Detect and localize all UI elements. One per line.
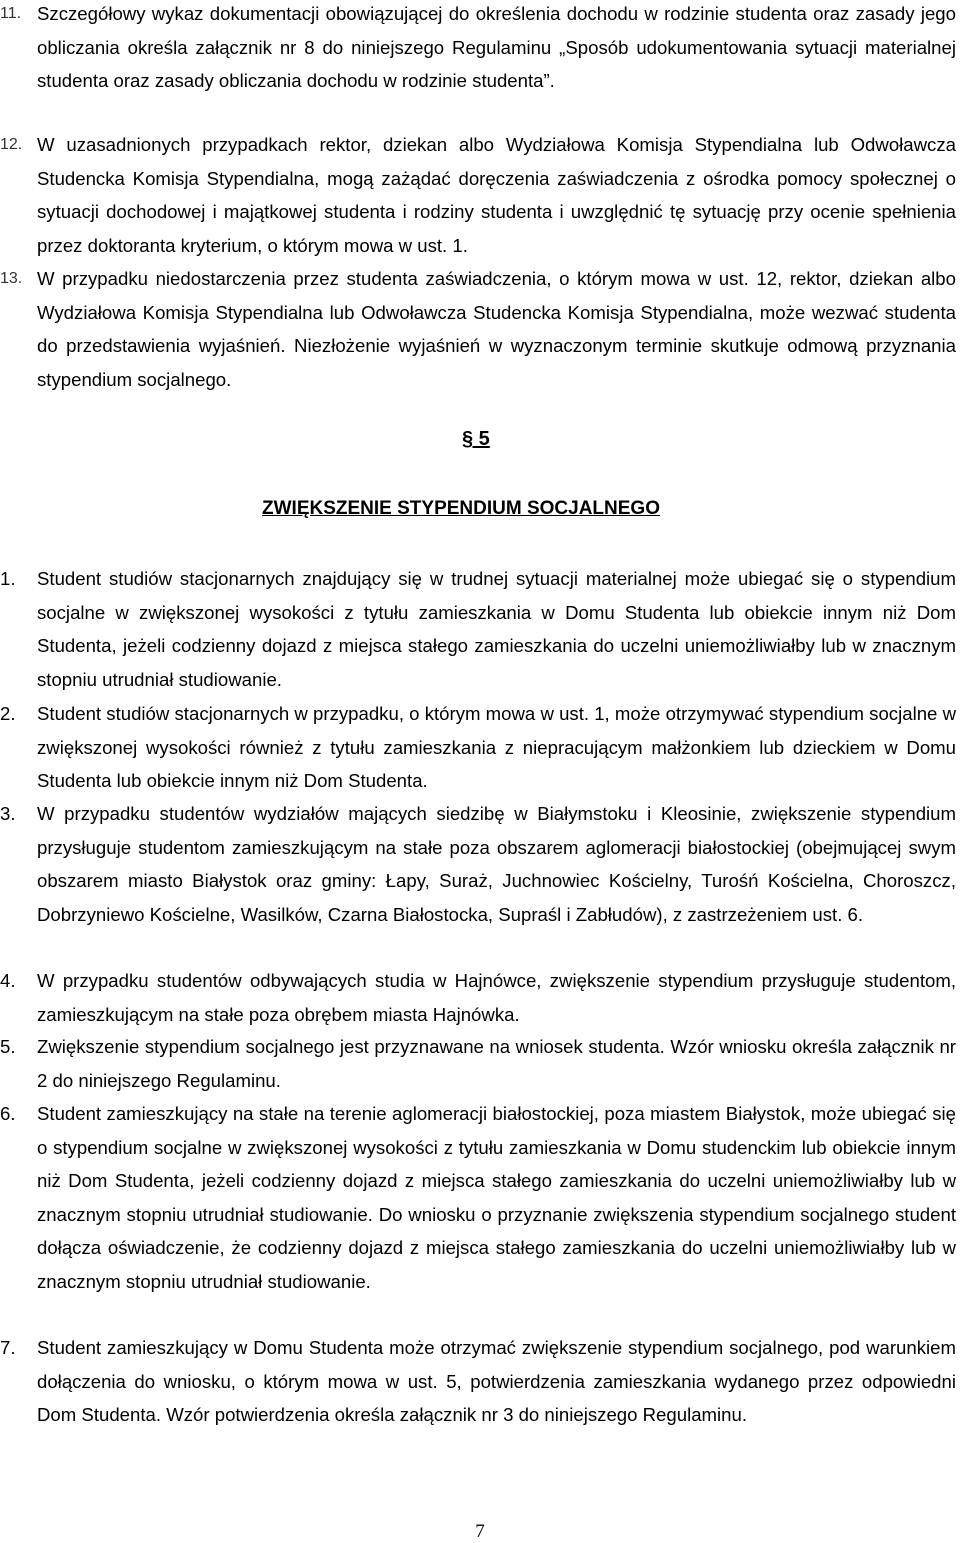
section-item-5 — [0, 1030, 956, 1097]
page-number: 7 — [475, 1521, 485, 1542]
item-text: Student studiów stacjonarnych znajdujący się w trudnej sytuacji materialnej może ubiegać się o stypendium socjalne w zwiększonej wysokości z tytułu zamieszkania w Domu Studenta lub obiekcie innym niż Dom Studenta, jeżeli codzienny dojazd z miejsca stałego zamieszkania do uczelni uniemożliwiałby lub w znacznym stopniu utrudniał studiowanie. — [37, 568, 956, 690]
section-item-6 — [0, 1097, 956, 1298]
item-text: W przypadku studentów odbywających studia w Hajnówce, zwiększenie stypendium przysługuje studentom, zamieszkującym na stałe poza obrębem miasta Hajnówka. — [37, 970, 956, 1025]
section-title: ZWIĘKSZENIE STYPENDIUM SOCJALNEGO — [262, 498, 660, 519]
paragraph-12 — [0, 128, 956, 262]
item-number: 2. — [0, 703, 16, 724]
section-item-7 — [0, 1331, 956, 1432]
section-item-1 — [0, 562, 956, 696]
item-number: 1. — [0, 568, 16, 589]
paragraph-text: W przypadku niedostarczenia przez studenta zaświadczenia, o którym mowa w ust. 12, rektor, dziekan albo Wydziałowa Komisja Stypendialna lub Odwoławcza Studencka Komisja Stypendialna, może wezwać studenta do przedstawienia wyjaśnień. Niezłożenie wyjaśnień w wyznaczonym terminie skutkuje odmową przyznania stypendium socjalnego. — [37, 268, 956, 390]
paragraph-number: 11. — [0, 5, 22, 22]
item-text: W przypadku studentów wydziałów mających siedzibę w Białymstoku i Kleosinie, zwiększenie stypendium przysługuje studentom zamieszkującym na stałe poza obszarem aglomeracji białostockiej (obejmującej swym obszarem miasto Białystok oraz gminy: Łapy, Suraż, Juchnowiec Kościelny, Turośń Kościelna, Choroszcz, Dobrzyniewo Kościelne, Wasilków, Czarna Białostocka, Supraśl i Zabłudów), z zastrzeżeniem ust. 6. — [37, 803, 956, 925]
section-item-2 — [0, 697, 956, 798]
item-text: Student zamieszkujący na stałe na terenie aglomeracji białostockiej, poza miastem Białystok, może ubiegać się o stypendium socjalne w zwiększonej wysokości z tytułu zamieszkania w Domu studenckim lub obiekcie innym niż Dom Studenta, jeżeli codzienny dojazd z miejsca stałego zamieszkania do uczelni uniemożliwiałby lub w znacznym stopniu utrudniał studiowanie. Do wniosku o przyznanie zwiększenia stypendium socjalnego student dołącza oświadczenie, że codzienny dojazd z miejsca stałego zamieszkania do uczelni uniemożliwiałby lub w znacznym stopniu utrudniał studiowanie. — [37, 1103, 956, 1292]
paragraph-13 — [0, 262, 956, 396]
paragraph-number: 12. — [0, 136, 23, 153]
paragraph-text: W uzasadnionych przypadkach rektor, dziekan albo Wydziałowa Komisja Stypendialna lub Odwoławcza Studencka Komisja Stypendialna, mogą zażądać doręczenia zaświadczenia z ośrodka pomocy społecznej o sytuacji dochodowej i majątkowej studenta i rodziny studenta i uwzględnić tę sytuację przy ocenie spełnienia przez doktoranta kryterium, o którym mowa w ust. 1. — [37, 134, 956, 256]
item-number: 3. — [0, 803, 16, 824]
section-item-4 — [0, 964, 956, 1031]
item-number: 5. — [0, 1036, 16, 1057]
paragraph-number: 13. — [0, 270, 23, 287]
paragraph-11 — [0, 0, 956, 98]
section-number: § 5 — [462, 428, 490, 450]
item-text: Student studiów stacjonarnych w przypadku, o którym mowa w ust. 1, może otrzymywać stypendium socjalne w zwiększonej wysokości również z tytułu zamieszkania z niepracującym małżonkiem lub dzieckiem w Domu Studenta lub obiekcie innym niż Dom Studenta. — [37, 703, 956, 791]
section-item-3 — [0, 797, 956, 931]
item-number: 4. — [0, 970, 16, 991]
item-number: 7. — [0, 1337, 16, 1358]
item-number: 6. — [0, 1103, 16, 1124]
item-text: Student zamieszkujący w Domu Studenta może otrzymać zwiększenie stypendium socjalnego, pod warunkiem dołączenia do wniosku, o którym mowa w ust. 5, potwierdzenia zamieszkania wydanego przez odpowiedni Dom Studenta. Wzór potwierdzenia określa załącznik nr 3 do niniejszego Regulaminu. — [37, 1337, 956, 1425]
item-text: Zwiększenie stypendium socjalnego jest przyznawane na wniosek studenta. Wzór wniosku określa załącznik nr 2 do niniejszego Regulaminu. — [37, 1036, 956, 1091]
paragraph-text: Szczegółowy wykaz dokumentacji obowiązującej do określenia dochodu w rodzinie studenta oraz zasady jego obliczania określa załącznik nr 8 do niniejszego Regulaminu „Sposób udokumentowania sytuacji materialnej studenta oraz zasady obliczania dochodu w rodzinie studenta”. — [37, 3, 956, 91]
